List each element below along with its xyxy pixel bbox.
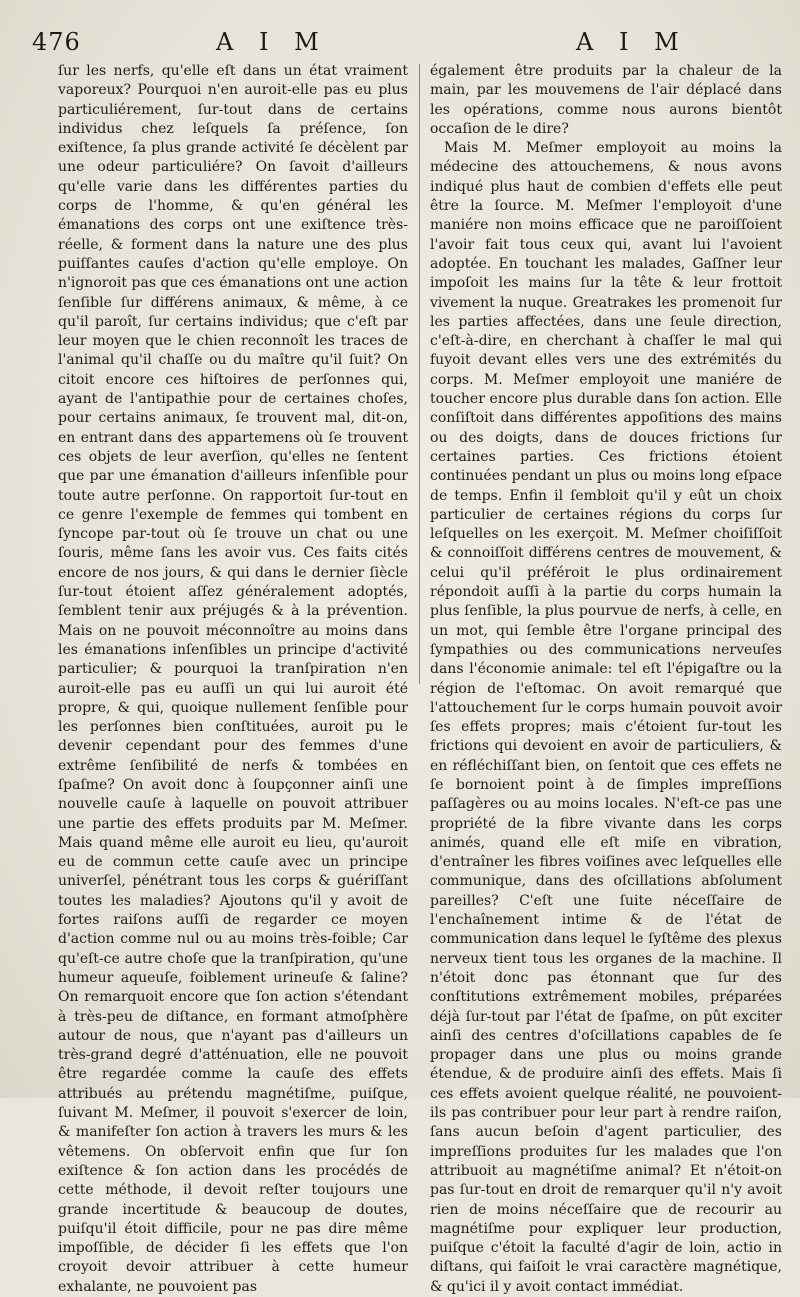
left-paragraph-1: ſur les nerfs, qu'elle eſt dans un état vraiment vaporeux? Pourquoi n'en auroit-elle pas eu plus particuliérement, ſur-tout dans de certains individus chez leſquels ſa préſence, ſon exiſtence, ſa plus grande activité ſe décèlent par une odeur particuliére? On ſavoit d'ailleurs qu'elle varie dans les différentes parties du corps de l'homme, & qu'en général les émanations des corps ont une exiſtence très-réelle, & forment dans la nature une des plus puiſſantes cauſes d'action qu'elle employe. On n'ignoroit pas que ces émanations ont une action ſenſible ſur différens animaux, & même, à ce qu'il paroît, ſur certains individus; que c'eſt par leur moyen que le chien reconnoît les traces de l'animal qu'il chaſſe ou du maître qu'il ſuit? On citoit encore ces hiſtoires de perſonnes qui, ayant de l'antipathie pour de certaines choſes, pour certains animaux, ſe trouvent mal, dit-on, en entrant dans des appartemens où ſe trouvent ces objets de leur averſion, qu'elles ne ſentent que par une émanation d'ailleurs inſenſible pour toute autre perſonne. On rapportoit ſur-tout en ce genre l'exemple de femmes qui tombent en ſyncope par-tout où ſe trouve un chat ou une ſouris, même ſans les avoir vus. Ces faits cités encore de nos jours, & qui dans le dernier ſiècle ſur-tout étoient aſſez généralement adoptés, ſemblent tenir aux préjugés & à la prévention. Mais on ne pouvoit méconnoître au moins dans les émanations inſenſibles un principe d'activité particulier; & pourquoi la tranſpiration n'en auroit-elle pas eu auſſi un qui lui auroit été propre, & qui, quoique nullement ſenſible pour les perſonnes bien conſtituées, auroit pu le devenir cependant pour des femmes d'une extrême ſenſibilité de nerfs & tombées en ſpaſme? On avoit donc à ſoupçonner ainſi une nouvelle cauſe à laquelle on pouvoit attribuer une partie des effets produits par M. Meſmer. Mais quand même elle auroit eu lieu, qu'auroit eu de commun cette cauſe avec un principe univerſel, pénétrant tous les corps & guériſſant toutes les maladies? Ajoutons qu'il y avoit de fortes raiſons auſſi de regarder ce moyen d'action comme nul ou au moins très-foible; Car qu'eſt-ce autre choſe que la tranſpiration, qu'une humeur aqueuſe, foiblement urineuſe & ſaline? On remarquoit encore que ſon action s'étendant à très-peu de diſtance, en formant atmoſphère autour de nous, que n'ayant pas d'ailleurs un très-grand degré d'atténuation, elle ne pouvoit être regardée comme la cauſe des effets attribués au prétendu magnétiſme, puiſque, ſuivant M. Meſmer, il pouvoit s'exercer de loin, & manifeſter ſon action à travers les murs & les vêtemens. On obſervoit enfin que ſur ſon exiſtence & ſon action dans les procédés de cette méthode, il devoit reſter toujours une grande incertitude & beaucoup de doutes, puiſqu'il étoit difficile, pour ne pas dire même impoſſible, de décider ſi les effets que l'on croyoit devoir attribuer à cette humeur exhalante, ne pouvoient pas	[58, 63, 408, 1295]
right-column	[430, 62, 782, 1297]
running-head-left: A I M	[216, 28, 328, 56]
page-header	[28, 26, 778, 60]
right-paragraph-1: également être produits par la chaleur de la main, par les mouvemens de l'air déplacé dans les opérations, comme nous aurons bientôt occaſion de le dire?	[430, 63, 782, 137]
running-head-right: A I M	[576, 28, 688, 56]
left-column	[58, 62, 408, 1297]
column-divider	[419, 64, 420, 684]
page-number: 476	[32, 28, 81, 56]
right-paragraph-2: Mais M. Meſmer employoit au moins la médecine des attouchemens, & nous avons indiqué plus haut de combien d'effets elle peut être la ſource. M. Meſmer l'employoit d'une maniére non moins efficace que ne paroiſſoient l'avoir fait tous ceux qui, avant lui l'avoient adoptée. En touchant les malades, Gaſſner leur impoſoit les mains ſur la tête & leur frottoit vivement la nuque. Greatrakes les promenoit ſur les parties affectées, dans une ſeule direction, c'eſt-à-dire, en cherchant à chaſſer le mal qui fuyoit devant elles vers une des extrémités du corps. M. Meſmer employoit une maniére de toucher encore plus durable dans ſon action. Elle conſiſtoit dans différentes appoſitions des mains ou des doigts, dans de douces frictions ſur certaines parties. Ces frictions étoient continuées pendant un plus ou moins long eſpace de temps. Enfin il ſembloit qu'il y eût un choix particulier de certaines régions du corps ſur leſquelles on les exerçoit. M. Meſmer choiſiſſoit & connoiſſoit différens centres de mouvement, & celui qu'il préféroit le plus ordinairement répondoit auſſi à la partie du corps humain la plus ſenſible, la plus pourvue de nerfs, à celle, en un mot, qui ſemble être l'organe principal des ſympathies ou des communications nerveuſes dans l'économie animale: tel eſt l'épigaſtre ou la région de l'eſtomac. On avoit remarqué que l'attouchement ſur le corps humain pouvoit avoir ſes effets propres; mais c'étoient ſur-tout les frictions qui devoient en avoir de particuliers, & en réfléchiſſant bien, on ſentoit que ces effets ne ſe bornoient point à de ſimples impreſſions paſſagères ou au moins locales. N'eſt-ce pas une propriété de la fibre vivante dans les corps animés, quand elle eſt miſe en vibration, d'entraîner les fibres voiſines avec leſquelles elle communique, dans des oſcillations abſolument pareilles? C'eſt une ſuite néceſſaire de l'enchaînement intime & de l'état de communication dans lequel le ſyſtême des plexus nerveux tient tous les organes de la machine. Il n'étoit donc pas étonnant que ſur des conſtitutions extrêmement mobiles, préparées déjà ſur-tout par l'état de ſpaſme, on pût exciter ainſi des centres d'oſcillations capables de ſe propager dans une plus ou moins grande étendue, & de produire ainſi des effets. Mais ſi ces effets avoient quelque réalité, ne pouvoient-ils pas contribuer pour leur part à rendre raiſon, ſans aucun beſoin d'agent particulier, des impreſſions produites ſur les malades que l'on attribuoit au magnétiſme animal? Et n'étoit-on pas ſur-tout en droit de remarquer qu'il n'y avoit rien de moins néceſſaire que de recourir au magnétiſme pour expliquer leur production, puiſque c'étoit la faculté d'agir de loin, actio in diſtans, qui faiſoit le vrai caractère magnétique, & qu'ici il y avoit contact immédiat.	[430, 140, 782, 1295]
